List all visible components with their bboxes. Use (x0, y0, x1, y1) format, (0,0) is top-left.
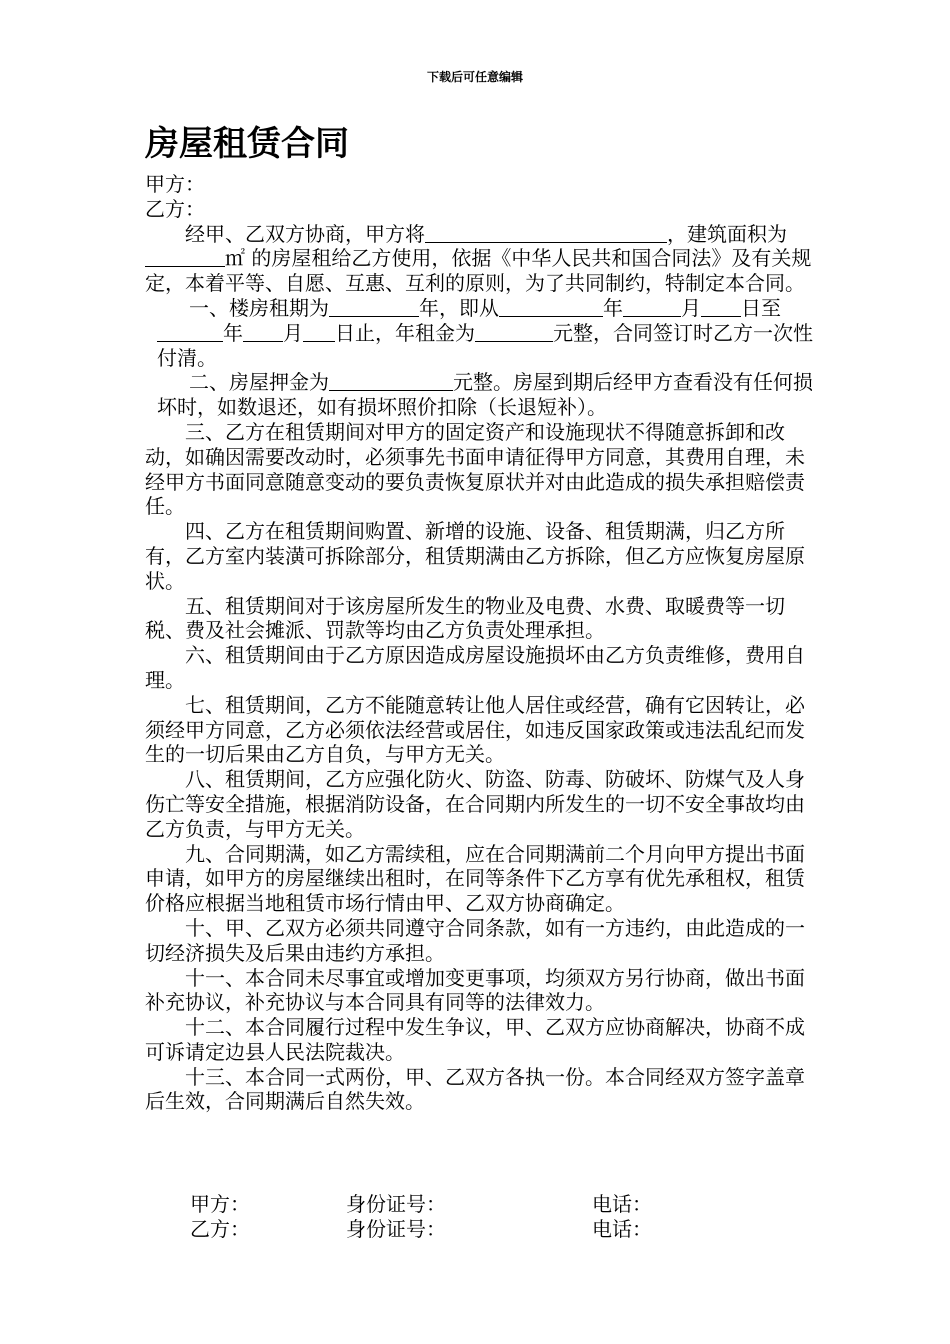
signature-phone-label: 电话： (592, 1192, 652, 1216)
clause-12: 十二、本合同履行过程中发生争议，甲、乙双方应协商解决，协商不成可诉请定边县人民法院裁决。 (145, 1015, 805, 1064)
signature-row-party-a (190, 1192, 790, 1217)
clause-2-text-a: 二、房屋押金为 (189, 370, 329, 395)
lease-years-blank[interactable] (329, 296, 419, 317)
start-day-blank[interactable] (701, 296, 741, 317)
signature-id-label: 身份证号： (346, 1192, 446, 1216)
end-year-blank[interactable] (157, 321, 223, 342)
end-month-blank[interactable] (243, 321, 283, 342)
clause-1-text-a: 一、楼房租期为 (189, 295, 329, 320)
intro-text-1: 经甲、乙双方协商，甲方将 (185, 221, 425, 246)
clause-1-text-e: 日 (741, 295, 761, 320)
clause-1-text-d: 月 (681, 295, 701, 320)
clause-1-text-b: 年，即从 (419, 295, 499, 320)
clause-9: 九、合同期满，如乙方需续租，应在合同期满前二个月向甲方提出书面申请，如甲方的房屋继续出租时，在同等条件下乙方享有优先承租权，租赁价格应根据当地租赁市场行情由甲、乙双方协商确定。 (145, 841, 805, 916)
clause-4: 四、乙方在租赁期间购置、新增的设施、设备、租赁期满，归乙方所有，乙方室内装潢可拆除部分，租赁期满由乙方拆除，但乙方应恢复房屋原状。 (145, 519, 805, 593)
clause-11: 十一、本合同未尽事宜或增加变更事项，均须双方另行协商，做出书面补充协议，补充协议与本合同具有同等的法律效力。 (145, 965, 805, 1015)
clause-1-text-c: 年 (603, 295, 623, 320)
clause-7: 七、租赁期间，乙方不能随意转让他人居住或经营，确有它因转让，必须经甲方同意，乙方必须依法经营或居住，如违反国家政策或违法乱纪而发生的一切后果由乙方自负，与甲方无关。 (145, 692, 805, 767)
start-year-blank[interactable] (499, 296, 603, 317)
clause-1 (145, 296, 813, 370)
deposit-blank[interactable] (329, 370, 453, 391)
signature-row-party-b (190, 1217, 790, 1242)
clause-3: 三、乙方在租赁期间对甲方的固定资产和设施现状不得随意拆卸和改动，如确因需要改动时，必须事先书面申请征得甲方同意，其费用自理，未经甲方书面同意随意变动的要负责恢复原状并对由此造成的损失承担赔偿责任。 (145, 419, 805, 519)
signature-party-label: 甲方： (190, 1192, 250, 1216)
area-blank[interactable] (145, 246, 225, 267)
signature-party-label: 乙方： (190, 1216, 250, 1241)
clause-2-text-b: 元整。房屋到期后经甲方查看没有任何损坏时，如数退还，如有损坏照价扣除（长退短补）。 (157, 370, 813, 420)
contract-body (145, 172, 813, 1114)
address-blank[interactable] (425, 222, 667, 243)
party-b-line: 乙方： (145, 196, 205, 221)
clause-1-text-i: 日止，年租金为 (335, 320, 475, 345)
clause-13: 十三、本合同一式两份，甲、乙双方各执一份。本合同经双方签字盖章后生效，合同期满后自然失效。 (145, 1064, 805, 1114)
end-day-blank[interactable] (303, 321, 335, 342)
signature-id-label: 身份证号： (346, 1216, 446, 1241)
signature-block (190, 1192, 790, 1242)
header-note: 下载后可任意编辑 (426, 70, 523, 84)
clause-8: 八、租赁期间，乙方应强化防火、防盗、防毒、防破坏、防煤气及人身伤亡等安全措施，根据消防设备，在合同期内所发生的一切不安全事故均由乙方负责，与甲方无关。 (145, 767, 805, 841)
signature-phone-label: 电话： (592, 1216, 652, 1241)
clause-1-text-h: 月 (283, 320, 303, 345)
party-a-line: 甲方： (145, 172, 205, 196)
start-month-blank[interactable] (623, 296, 681, 317)
intro-text-2: ，建筑面积为 (667, 221, 787, 246)
intro-text-3: ㎡ 的房屋租给乙方使用，依据《中华人民共和国合同法》及有关规定，本着平等、自愿、互惠、互利的原则，为了共同制约，特制定本合同。 (145, 246, 812, 296)
clause-1-text-j: 元整，合同签订时乙方一次性付清。 (157, 320, 813, 370)
clause-1-text-g: 年 (223, 320, 243, 345)
intro-paragraph (145, 222, 813, 296)
clause-6: 六、租赁期间由于乙方原因造成房屋设施损坏由乙方负责维修，费用自理。 (145, 643, 805, 692)
clause-5: 五、租赁期间对于该房屋所发生的物业及电费、水费、取暖费等一切税、费及社会摊派、罚款等均由乙方负责处理承担。 (145, 593, 785, 643)
clause-10: 十、甲、乙双方必须共同遵守合同条款，如有一方违约，由此造成的一切经济损失及后果由违约方承担。 (145, 915, 805, 965)
clause-1-text-f: 至 (761, 295, 781, 320)
annual-rent-blank[interactable] (475, 321, 553, 342)
document-title: 房屋租赁合同 (145, 124, 349, 164)
clause-2 (145, 370, 813, 420)
